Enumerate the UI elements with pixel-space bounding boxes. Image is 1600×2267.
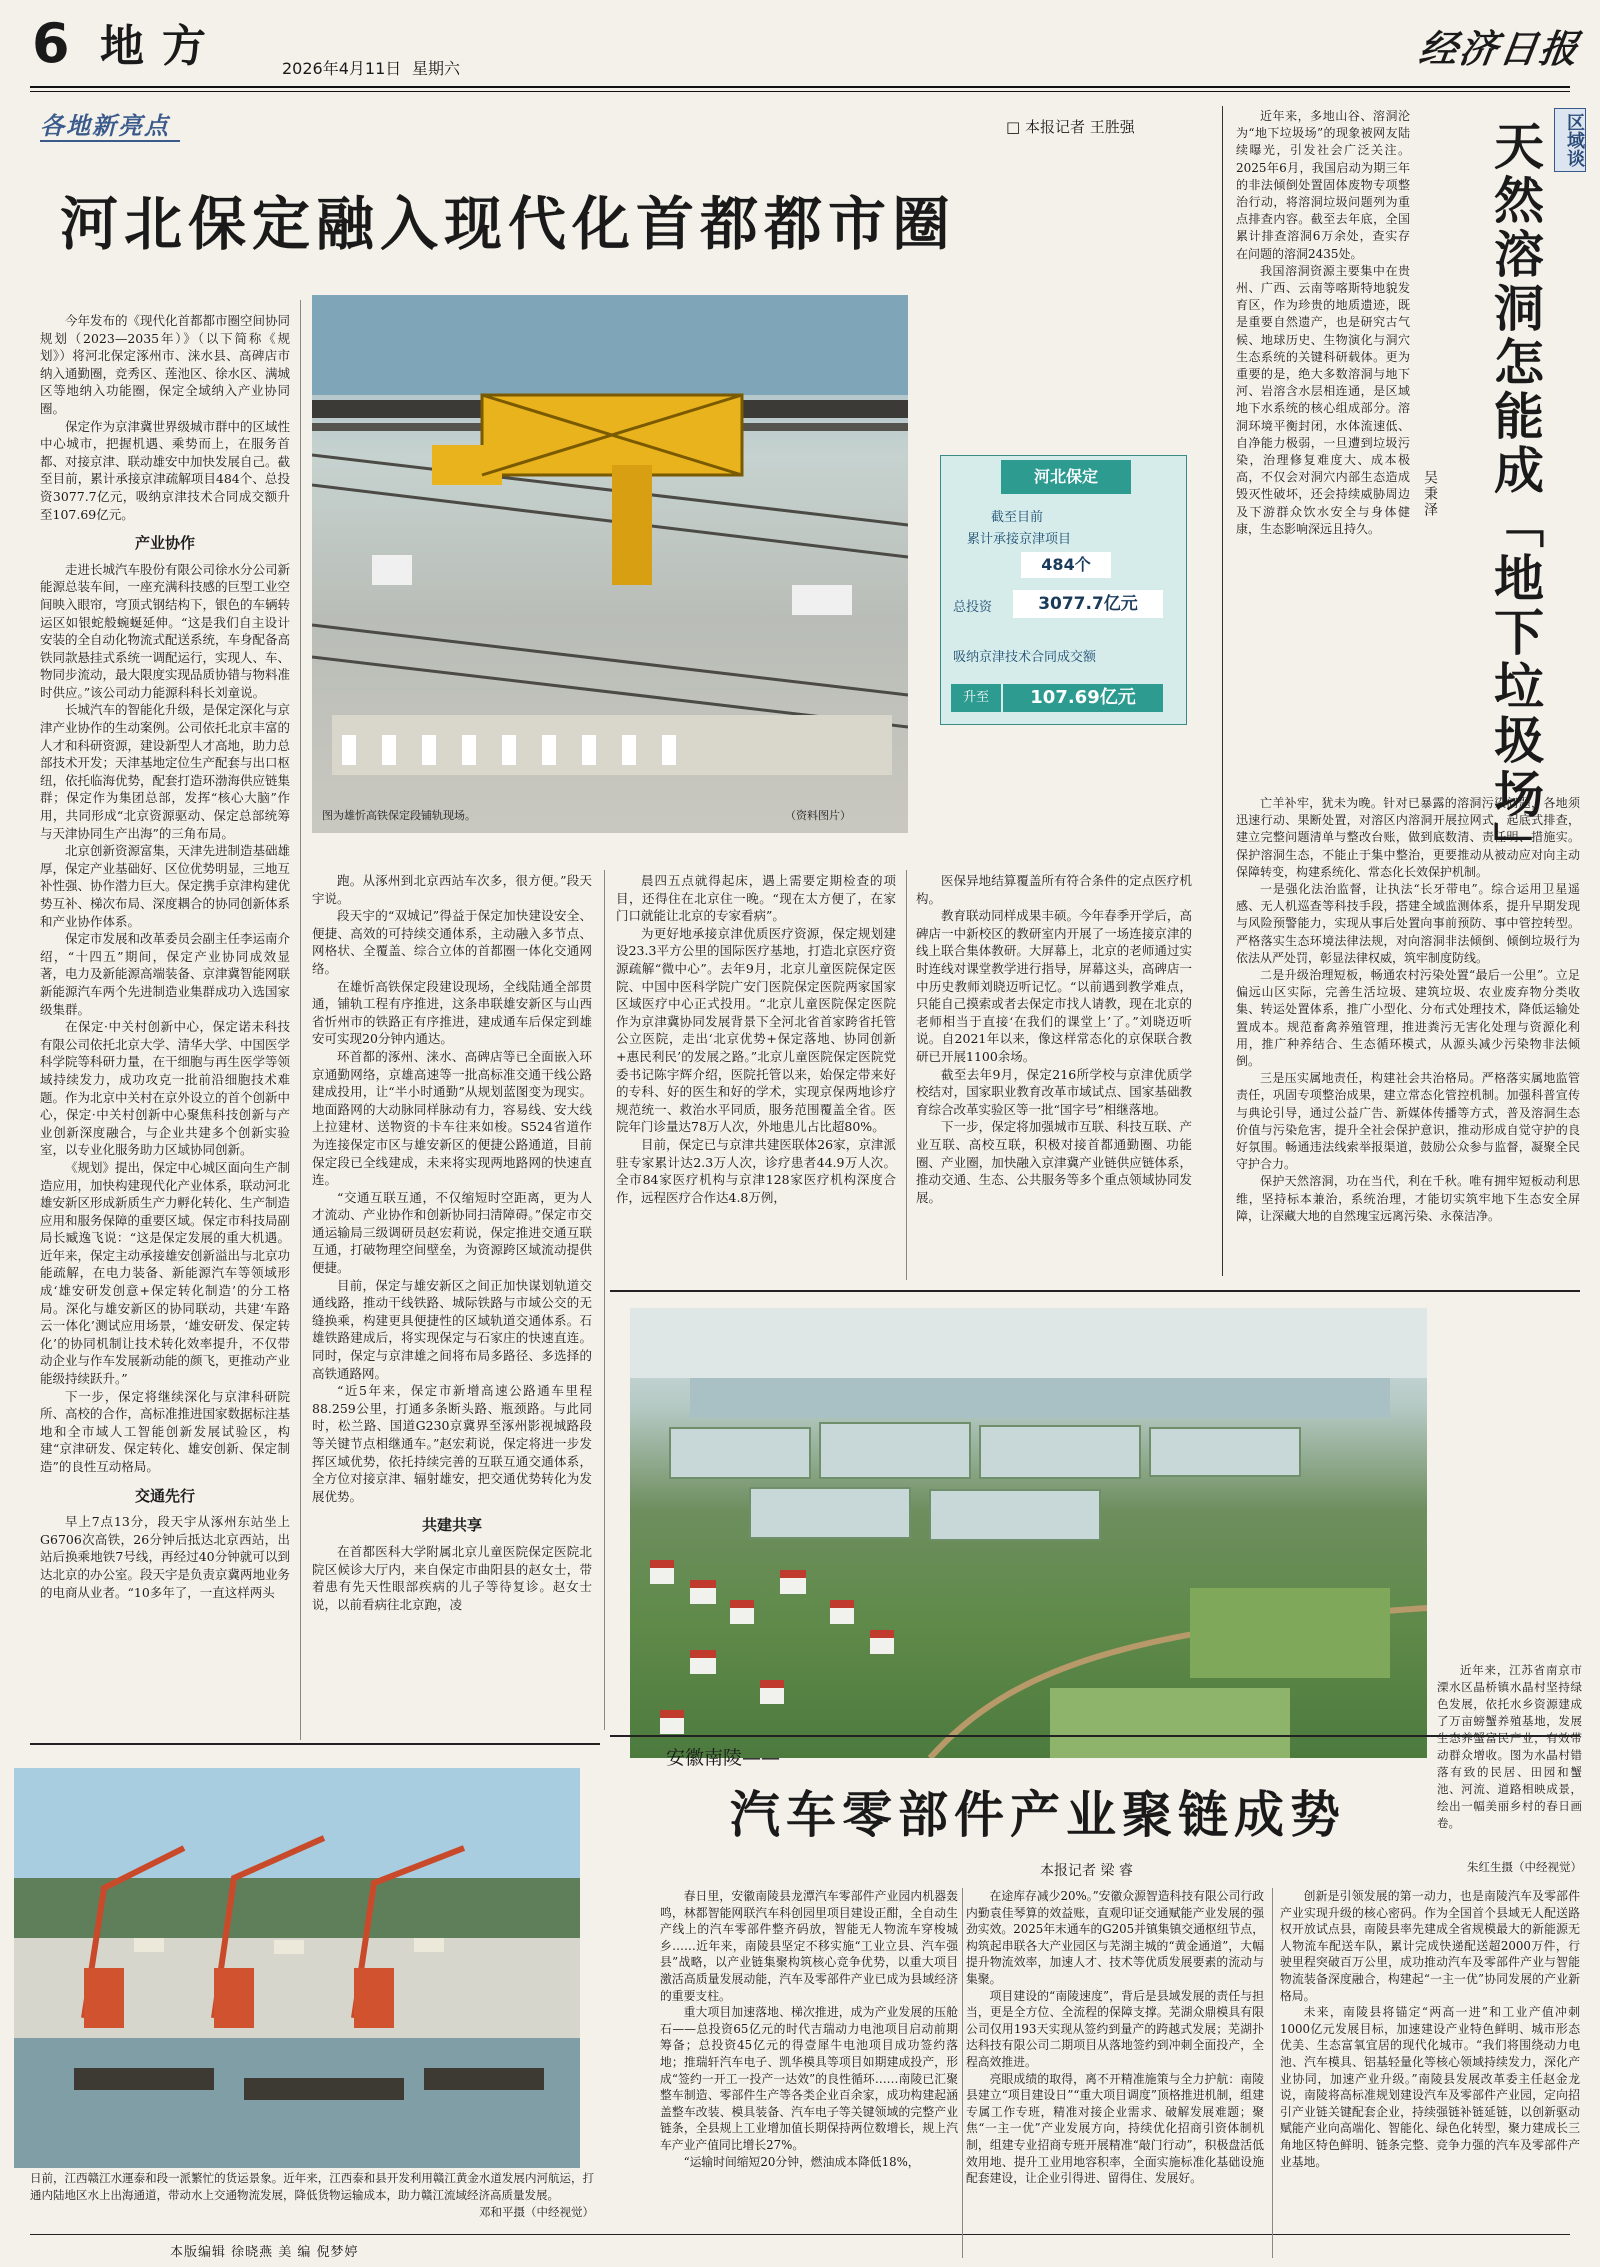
page-number: 6 bbox=[32, 12, 70, 75]
paragraph: 在保定·中关村创新中心，保定诺未科技有限公司依托北京大学、清华大学、中国医学科学院等科研力量，在干细胞与再生医学等领域持续发力，成功攻克一批前沿细胞技术难题。作为北京中关村在京外设立的首个创新中心，保定·中关村创新中心聚焦科技创新与产业创新深度融合，与企业共建多个创新实验室，以专业化服务助力区域协同创新。 bbox=[40, 1019, 290, 1158]
col-divider bbox=[1272, 1888, 1273, 2258]
paragraph: 春日里，安徽南陵县龙潭汽车零部件产业园内机器轰鸣，林都智能网联汽车科创园里项目建设正酣，全自动生产线上的汽车零部件整齐码放，智能无人物流车穿梭城乡……近年来，南陵县坚定不移实施“工业立县、汽车强县”战略，以产业链集聚构筑核心竞争优势，以重大项目激活高质量发展动能，汽车及零部件产业已成为县域经济的重要支柱。 bbox=[660, 1889, 958, 2003]
footer-rule bbox=[30, 2234, 1570, 2235]
paragraph: 早上7点13分，段天宇从涿州东站坐上G6706次高铁，26分钟后抵达北京西站，出站后换乘地铁7号线，再经过40分钟就可以到达北京的办公室。段天宇是负责京冀两地业务的电商从业者。“10多年了，一直这样两头 bbox=[40, 1514, 290, 1600]
paragraph: 教育联动同样成果丰硕。今年春季开学后，高碑店一中新校区的教研室内开展了一场连接京津的线上联合集体教研。大屏幕上，北京的老师通过实时连线对课堂教学进行指导，屏幕这头，高碑店一中历史教师刘晓迈听记忆。“以前遇到教学难点，只能自己摸索或者去保定市找人请教，现在北京的老师相当于直接‘在我们的课堂上’了。”刘晓迈听说。自2021年以来，像这样常态化的京保联合教研已开展1100余场。 bbox=[916, 908, 1192, 1064]
paragraph: 走进长城汽车股份有限公司徐水分公司新能源总装车间，一座充满科技感的巨型工业空间映入眼帘，穹顶式钢结构下，银色的车辆转运区如银蛇般蜿蜒延伸。“这是我们自主设计安装的全自动化物流式配送系统，车身配备高铁同款悬挂式系统一调配运行，实现人、车、物同步流动，最大限度实现品质协错与物料准时供应。”该公司动力能源科科长刘童说。 bbox=[40, 561, 290, 700]
port-credit: 邓和平摄（中经视觉） bbox=[479, 2205, 594, 2219]
info-rise-label: 升至 bbox=[951, 684, 1001, 712]
village-scene bbox=[630, 1308, 1427, 1758]
port-caption: 日前，江西赣江水運泰和段一派繁忙的货运景象。近年来，江西泰和县开发利用赣江黄金水道发展内河航运，打通内陆地区水上出海通道，带动水上交通物流发展，降低货物运输成本，助力赣江流域经济高质量发展。 bbox=[30, 2171, 594, 2202]
col-divider bbox=[906, 870, 907, 1280]
paragraph: 保定市发展和改革委员会副主任李运南介绍，“十四五”期间，保定产业协同成效显著，电力及新能源高端装备、京津冀智能网联新能源汽车两个先进制造业集群成功入选国家级集群。 bbox=[40, 931, 290, 1017]
paragraph: 截至去年9月，保定216所学校与京津优质学校结对，国家职业教育改革市域试点、国家基础教育综合改革实验区等一批“国字号”相继落地。 bbox=[916, 1066, 1192, 1117]
subheading: 产业协作 bbox=[134, 534, 195, 553]
info-investment-label: 总投资 bbox=[953, 600, 993, 615]
lead-photo-caption: 图为雄忻高铁保定段铺轨现场。 bbox=[322, 809, 476, 822]
side-column-tag: 区域谈 bbox=[1554, 108, 1586, 172]
info-as-of: 截至目前 bbox=[991, 510, 1044, 525]
info-projects-label: 累计承接京津项目 bbox=[967, 532, 1072, 547]
subheading: 共建共享 bbox=[421, 1516, 482, 1535]
paragraph: “近5年来，保定市新增高速公路通车里程88.259公里，打通多条断头路、瓶颈路。与此同时，松兰路、国道G230京冀界至涿州影视城路段等关键节点相继通车。”赵宏莉说，保定将进一步发挥区域优势，依托持续完善的互联互通交通体系，全方位对接京津、辐射雄安，把交通优势转化为发展优势。 bbox=[312, 1383, 592, 1504]
editor-credits: 本版编辑 徐晓燕 美 编 倪梦婷 bbox=[170, 2245, 359, 2260]
column-tag-underline bbox=[40, 140, 180, 142]
paragraph: 近年来，多地山谷、溶洞沦为“地下垃圾场”的现象被网友陆续曝光，引发社会广泛关注。2025年6月，我国启动为期三年的非法倾倒处置固体废物专项整治行动，将溶洞垃圾问题列为重点排查内容。截至去年底，全国累计排查溶洞6万余处，查实存在问题的溶洞2435处。 bbox=[1236, 109, 1410, 261]
paragraph: 环首都的涿州、涞水、高碑店等已全面嵌入环京通勤网络，京雄高速等一批高标准交通干线公路建成投用，让“半小时通勤”从规划蓝图变为现实。地面路网的大动脉同样脉动有力，容易线、安大线上拉建材、送物资的卡车往来如梭。S524省道作为连接保定市区与雄安新区的便捷公路通道，目前保定段已全线建成，未来将实现两地路网的快速直连。 bbox=[312, 1048, 592, 1188]
masthead-rule bbox=[30, 86, 1570, 88]
paragraph: “交通互联互通，不仅缩短时空距离，更为人才流动、产业协作和创新协同扫清障碍。”保定市交通运输局三级调研员赵宏莉说，保定推进交通互联互通，打破物理空间壁垒，为资源跨区域流动提供便捷。 bbox=[312, 1189, 592, 1276]
info-contracts-label: 吸纳京津技术合同成交额 bbox=[953, 650, 1097, 665]
paragraph: 目前，保定与雄安新区之间正加快谋划轨道交通线路，推动干线铁路、城际铁路与市域公交的无缝换乘，构建更具便捷性的区域轨道交通体系。石雄铁路建成后，将实现保定与石家庄的快速直连。同时，保定与京津雄之间将布局多路径、多选择的高铁通路网。 bbox=[312, 1277, 592, 1381]
paragraph: 亡羊补牢，犹未为晚。针对已暴露的溶洞污染问题，各地须迅速行动、果断处置，对溶区内溶洞开展拉网式、起底式排查，建立完整问题清单与整改台账，做到底数清、责任明、措施实。保护溶洞生态，不能止于集中整治，更要推动从被动应对向主动保障转变，构建系统化、常态化长效保护机制。 bbox=[1236, 796, 1580, 879]
paragraph: 今年发布的《现代化首都都市圈空间协同规划（2023—2035年）》（以下简称《规划》）将河北保定涿州市、涞水县、高碑店市纳入通勤圈，竞秀区、莲池区、徐水区、满城区等地纳入功能圈，保定全域纳入产业协同圈。 bbox=[40, 313, 290, 416]
section-name: 地方 bbox=[100, 21, 224, 72]
lead-photo-credit: （资料图片） bbox=[785, 809, 851, 822]
paragraph: 医保异地结算覆盖所有符合条件的定点医疗机构。 bbox=[916, 873, 1192, 906]
paragraph: 重大项目加速落地、梯次推进，成为产业发展的压舱石——总投资65亿元的时代吉瑞动力电池项目启动前期筹备；总投资45亿元的得壹犀牛电池项目成功签约落地；推瑞轩汽车电子、凯华模具等项目如期建成投产，形成“签约一开工一投产一达效”的良性循环……南陵已汇聚整车制造、零部件生产等各类企业百余家，成功构建起涵盖整车改装、模具装备、汽车电子等关键领域的完整产业链条，全县规上工业增加值长期保持两位数增长，规上汽车产业产值同比增长27%。 bbox=[660, 2005, 958, 2152]
paragraph: 《规划》提出，保定中心城区面向生产制造应用，加快构建现代化产业体系，联动河北雄安新区形成新质生产力孵化转化、生产制造应用和服务保障的重要区域。保定市科技局副局长臧逸飞说：“这是保定发展的重大机遇。近年来，保定主动承接雄安创新溢出与北京功能疏解，在电力装备、新能源汽车等领域形成‘雄安研发创意+保定转化制造’的分工格局。深化与雄安新区的协同联动，共建‘车路云一体化’测试应用场景，‘雄安研发、保定转化’的协同机制让技术转化效率提升，不仅带动企业与作车发展新动能的颜飞，更推动产业能级持续跃升。” bbox=[40, 1159, 290, 1387]
paragraph: 在途库存减少20%。”安徽众源智造科技有限公司行政内勤袁佳琴算的效益账，直观印证交通赋能产业发展的强劲实效。2025年末通车的G205并镇集镇交通枢纽节点，构筑起串联各大产业园区与芜湖主城的“黄金通道”，大幅提升物流效率，加速人才、技术等优质发展要素的流动与集聚。 bbox=[966, 1889, 1264, 1986]
section-rule bbox=[610, 1290, 1580, 1292]
paragraph: 目前，保定已与京津共建医联体26家，京津派驻专家累计达2.3万人次，诊疗患者44.9万人次。全市84家医疗机构与京津128家医疗机构深度合作，远程医疗合作达4.8万例， bbox=[616, 1136, 896, 1205]
issue-date: 2026年4月11日 bbox=[282, 59, 402, 78]
paragraph: 跑。从涿州到北京西站车次多，很方便。”段天宇说。 bbox=[312, 873, 592, 906]
lead-col-4 bbox=[916, 872, 1192, 1282]
issue-weekday: 星期六 bbox=[412, 59, 461, 78]
paragraph: 段天宇的“双城记”得益于保定加快建设安全、便捷、高效的可持续交通体系，主动融入多节点、网格状、全覆盖、综合立体的首都圈一体化交通网络。 bbox=[312, 908, 592, 976]
info-contracts-value: 107.69亿元 bbox=[1003, 684, 1163, 712]
side-text-bottom bbox=[1236, 795, 1580, 1275]
port-photo bbox=[14, 1768, 580, 2168]
paragraph: 我国溶洞资源主要集中在贵州、广西、云南等喀斯特地貌发育区，作为珍贵的地质遗迹，既是重要自然遗产，也是研究古气候、地球历史、生物演化与洞穴生态系统的关键科研载体。更为重要的是，绝大多数溶洞与地下河、岩溶含水层相连通，是区域地下水系统的核心组成部分。溶洞环境平衡封闭，水体流速低、自净能力极弱，一旦遭到垃圾污染，治理修复难度大、成本极高，不仅会对洞穴内部生态造成毁灭性破坏，还会持续威胁周边及下游群众饮水安全与身体健康，生态影响深远且持久。 bbox=[1236, 263, 1410, 536]
lead-col-3 bbox=[616, 872, 896, 1282]
second-rule bbox=[610, 1735, 1580, 1737]
paragraph: 亮眼成绩的取得，离不开精准施策与全力护航：南陵县建立“项目建设日”“重大项目调度”顶格推进机制，组建专属工作专班，精准对接企业需求、破解发展难题；聚焦“一主一优”产业发展方向，持续优化招商引资体制机制，组建专业招商专班开展精准“敲门行动”，积极盘活低效用地、提升工业用地容积率，全面实施标准化基础设施配套建设，让企业引得进、留得住、发展好。 bbox=[966, 2071, 1264, 2186]
paragraph: 晨四五点就得起床，遇上需要定期检查的项目，还得住在北京住一晚。“现在太方便了，在家门口就能让北京的专家看病”。 bbox=[616, 873, 896, 924]
paragraph: 下一步，保定将继续深化与京津科研院所、高校的合作，高标准推进国家数据标注基地和全市域人工智能创新发展试验区，构建“京津研发、保定转化、雄安创新、保定制造”的良性互动格局。 bbox=[40, 1388, 290, 1474]
paragraph: 项目建设的“南陵速度”，背后是县域发展的责任与担当，更是全方位、全流程的保障支撑。芜湖众鼎模具有限公司仅用193天实现从签约到量产的跨越式发展；芜湖扑达科技有限公司二期项目从落地签约到冲刺全面投产，全程高效推进。 bbox=[966, 1988, 1264, 2069]
paragraph: 在雄忻高铁保定段建设现场，全线陆通全部贯通，铺轨工程有序推进，这条串联雄安新区与山西省忻州市的铁路正有序推进，建成通车后保定到雄安可实现20分钟内通达。 bbox=[312, 978, 592, 1047]
subheading: 交通先行 bbox=[134, 1486, 195, 1505]
col-divider bbox=[604, 870, 605, 1730]
railway-photo bbox=[312, 295, 908, 833]
paragraph: 长城汽车的智能化升级，是保定深化与京津产业协作的生动案例。公司依托北京丰富的人才和科研资源，建设新型人才高地，助力总部技术开发；天津基地定位生产配套与出口枢纽，依托临海优势，配套打造环渤海供应链集群；保定作为集团总部，发挥“核心大脑”作用，共同形成“北京资源驱动、保定总部统筹与天津协同生产出海”的三角布局。 bbox=[40, 702, 290, 841]
lead-byline: □ 本报记者 王胜强 bbox=[1006, 118, 1135, 136]
col-divider bbox=[300, 300, 301, 1740]
side-headline: 天然溶洞怎能成「地下垃圾场」 bbox=[1486, 120, 1545, 876]
col-divider bbox=[962, 1888, 963, 2258]
info-heading: 河北保定 bbox=[1001, 460, 1131, 494]
second-col-2 bbox=[966, 1888, 1264, 2260]
village-photo bbox=[630, 1308, 1427, 1758]
paragraph: 北京创新资源富集，天津先进制造基础雄厚，保定产业基础好、区位优势明显，三地互补性强、协作潜力巨大。保定携手京津构建优势互补、梯次布局、深度耦合的协同创新体系和产业协作体系。 bbox=[40, 843, 290, 929]
second-kicker: 安徽南陵—— bbox=[666, 1747, 781, 1769]
paragraph: 未来，南陵县将锚定“两高一进”和工业产值冲刺1000亿元发展目标，加速建设产业特色鲜明、城市形态优美、生态富氧宜居的现代化城市。“我们将围绕动力电池、汽车模具、铝基轻量化等核心领域持续发力，深化产业协同，加速产业升级。”南陵县发展改革委主任赵金龙说，南陵将高标准规划建设汽车及零部件产业园，定向招引产业链关键配套企业，持续强链补链延链，以创新驱动赋能产业向高端化、智能化、绿色化转型，聚力建成长三角地区特色鲜明、链条完整、竞争力强的汽车及零部件产业基地。 bbox=[1280, 2005, 1580, 2169]
second-byline: 本报记者 梁 睿 bbox=[1040, 1863, 1133, 1879]
masthead-rule-thin bbox=[30, 91, 1570, 92]
second-col-1 bbox=[660, 1888, 958, 2260]
lead-headline: 河北保定融入现代化首都都市圈 bbox=[60, 190, 957, 258]
info-investment-value: 3077.7亿元 bbox=[1013, 590, 1163, 618]
paragraph: 为更好地承接京津优质医疗资源，保定规划建设23.3平方公里的国际医疗基地，打造北京医疗资源疏解“微中心”。去年9月，北京儿童医院保定医院、中国中医科学院广安门医院保定医院两家国家区域医疗中心正式投用。“北京儿童医院保定医院作为京津冀协同发展背景下全河北省首家跨省托管公立医院，走出‘北京优势+保定落地、协同创新+惠民利民’的发展之路。”北京儿童医院保定医院党委书记陈宇辉介绍，医院托管以来，始保定带来好的专科、好的医生和好的学术，实现京保两地诊疗规范统一、救治水平同质，服务范围覆盖全省。医院年门诊量达78万人次，外地患儿占比超80%。 bbox=[616, 925, 896, 1135]
paragraph: 下一步，保定将加强城市互联、科技互联、产业互联、高校互联，积极对接首都通勤圈、功能圈、产业圈，加快融入京津冀产业链供应链体系，推动交通、生态、公共服务等多个重点领域协同发展。 bbox=[916, 1119, 1192, 1205]
paragraph: 一是强化法治监督，让执法“长牙带电”。综合运用卫星遥感、无人机巡查等科技手段，搭建全域监测体系，提升早期发现与风险预警能力，实现从事后处置向事前预防、事中管控转型。严格落实生态环境法律法规，对向溶洞非法倾倒、倾倒垃圾行为依法从严处罚，彰显法律权威，筑牢制度防线。 bbox=[1236, 882, 1580, 965]
paragraph: 保护天然溶洞，功在当代，利在千秋。唯有拥牢短板动利思维，坚持标本兼治，系统治理，才能切实筑牢地下生态安全屏障，让深藏大地的自然瑰宝远离污染、永葆洁净。 bbox=[1236, 1174, 1580, 1223]
info-projects-value: 484个 bbox=[1021, 552, 1111, 578]
side-text-top-body bbox=[1236, 108, 1410, 538]
newspaper-logo: 经济日报 bbox=[1416, 26, 1583, 71]
side-author: 吴秉泽 bbox=[1422, 470, 1438, 518]
second-headline: 汽车零部件产业聚链成势 bbox=[730, 1785, 1346, 1844]
village-caption: 近年来，江苏省南京市溧水区晶桥镇水晶村坚持绿色发展，依托水乡资源建成了万亩螃蟹养殖基地，发展生态养蟹富民产业，有效带动群众增收。图为水晶村错落有致的民居、田园和蟹池、河流、道路相映成景，绘出一幅美丽乡村的春日画卷。 bbox=[1437, 1663, 1582, 1830]
paragraph: “运输时间缩短20分钟，燃油成本降低18%， bbox=[683, 2154, 920, 2169]
paragraph: 创新是引领发展的第一动力，也是南陵汽车及零部件产业实现升级的核心密码。作为全国首个县域无人配送路权开放试点县，南陵县率先建成全省规模最大的新能源无人物流车配送车队，累计完成快递配送超2000万件，行驶里程突破百万公里，成功推动汽车及零部件产业与智能物流装备深度融合，构建起“一主一优”协同发展的产业新格局。 bbox=[1280, 1889, 1580, 2003]
side-text-top bbox=[1236, 108, 1410, 788]
side-text-bottom-body bbox=[1236, 795, 1580, 1225]
port-scene bbox=[14, 1768, 580, 2168]
paragraph: 在首都医科大学附属北京儿童医院保定医院北院区候诊大厅内，来自保定市曲阳县的赵女士，带着患有先天性眼部疾病的儿子等待复诊。赵女士说，以前看病往北京跑，凌 bbox=[312, 1543, 592, 1612]
paragraph: 三是压实属地责任，构建社会共治格局。严格落实属地监管责任，巩固专项整治成果，建立常态化管控机制。加强科普宣传与典论引导，通过公益广告、新媒体传播等方式，普及溶洞生态价值与污染危害，提升全社会保护意识，推动形成自觉守护的良好氛围。畅通违法线索举报渠道，鼓励公众参与监督，凝聚全民守护合力。 bbox=[1236, 1071, 1580, 1172]
paragraph: 保定作为京津冀世界级城市群中的区域性中心城市，把握机遇、乘势而上，在服务首都、对接京津、联动雄安中加快发展自己。截至目前，累计承接京津疏解项目484个、总投资3077.7亿元，吸纳京津技术合同成交额升至107.69亿元。 bbox=[40, 418, 290, 522]
lead-col-2 bbox=[312, 872, 592, 1730]
second-col-3 bbox=[1280, 1888, 1580, 2260]
lead-col-1 bbox=[40, 312, 290, 1727]
info-panel bbox=[940, 455, 1187, 725]
railway-scene bbox=[312, 295, 908, 833]
port-rule bbox=[30, 1743, 600, 1745]
side-divider bbox=[1222, 106, 1223, 1276]
paragraph: 二是升级治理短板，畅通农村污染处置“最后一公里”。立足偏远山区实际，完善生活垃圾、建筑垃圾、农业废弃物分类收集、转运处置体系，推广小型化、分布式处理技术，降低运输处置成本。规范畜禽养殖管理，推进粪污无害化处理与资源化利用，推广种养结合、生态循环模式，从源头减少污染物非法倾倒。 bbox=[1236, 968, 1580, 1069]
column-tag: 各地新亮点 bbox=[40, 112, 170, 140]
village-credit: 朱红生摄（中经视觉） bbox=[1467, 1860, 1582, 1874]
